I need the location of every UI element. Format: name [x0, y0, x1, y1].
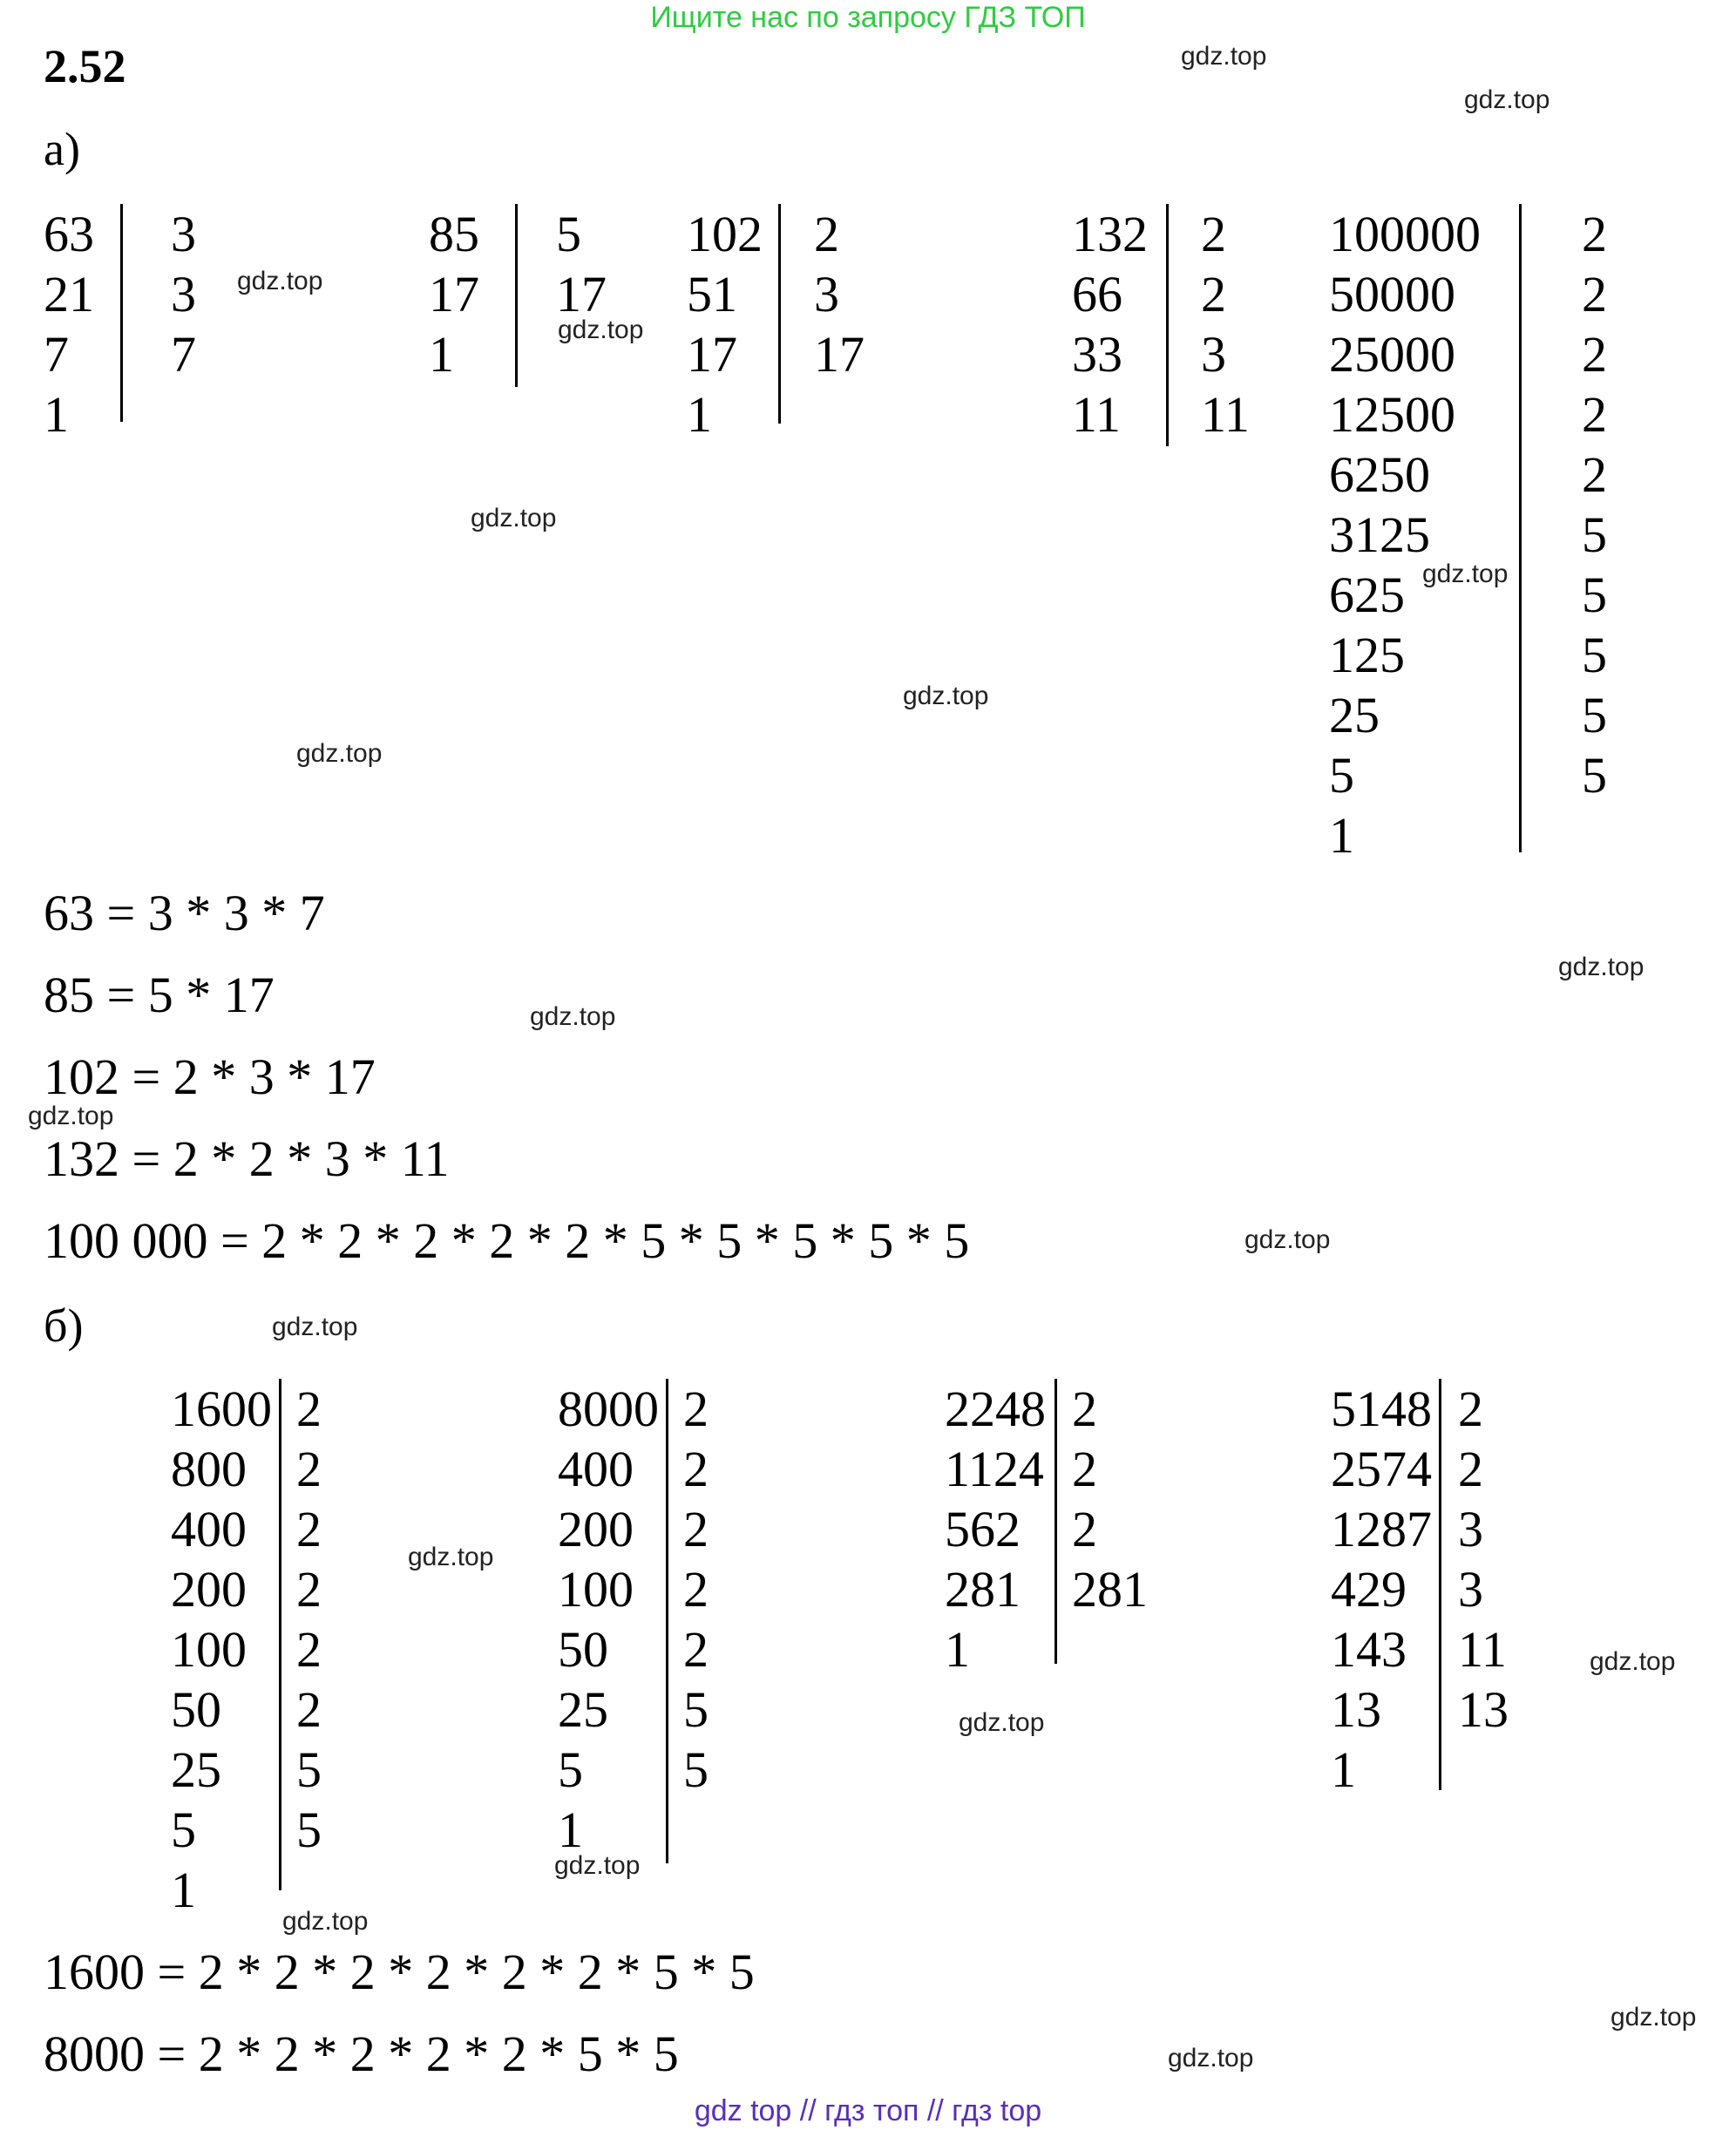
- dividend: 100: [558, 1561, 634, 1618]
- divisor: 17: [556, 266, 607, 322]
- dividend: 200: [558, 1501, 634, 1557]
- equation: 102 = 2 * 3 * 17: [44, 1048, 376, 1105]
- division-bar: [120, 204, 123, 422]
- division-bar: [778, 204, 781, 424]
- dividends-column: [1072, 204, 1148, 444]
- equation: 1600 = 2 * 2 * 2 * 2 * 2 * 2 * 5 * 5: [44, 1944, 755, 2000]
- divisor: 2: [296, 1381, 322, 1437]
- divisor: 2: [1582, 446, 1607, 503]
- divisor: 2: [683, 1621, 709, 1678]
- divisor: 3: [171, 266, 196, 322]
- divisor: 2: [683, 1381, 709, 1437]
- divisor: 2: [1072, 1441, 1097, 1497]
- dividend: 12500: [1329, 386, 1455, 443]
- divisor: 2: [1458, 1441, 1483, 1497]
- dividend: 21: [44, 266, 94, 322]
- dividend: 281: [945, 1561, 1021, 1618]
- watermark: gdz.top: [1558, 953, 1644, 981]
- dividend: 125: [1329, 627, 1405, 683]
- dividend: 51: [687, 266, 737, 322]
- divisor: 5: [683, 1741, 709, 1798]
- dividend: 3125: [1329, 506, 1430, 563]
- watermark: gdz.top: [1168, 2044, 1254, 2073]
- dividend: 85: [429, 206, 479, 262]
- division-bar: [1166, 204, 1169, 446]
- divisor: 7: [171, 326, 196, 383]
- dividend: 100: [171, 1621, 247, 1678]
- dividends-column: [171, 1379, 272, 1920]
- dividend: 1600: [171, 1381, 272, 1437]
- divisor: 5: [1582, 687, 1607, 743]
- watermark: gdz.top: [530, 1002, 616, 1031]
- divisor: 5: [1582, 506, 1607, 563]
- dividend: 25000: [1329, 326, 1455, 383]
- division-bar: [666, 1379, 668, 1863]
- division-bar: [1519, 204, 1522, 852]
- dividend: 25: [171, 1741, 221, 1798]
- watermark: gdz.top: [408, 1543, 494, 1571]
- part-b-label: б): [44, 1299, 84, 1352]
- dividend: 1287: [1331, 1501, 1432, 1557]
- watermark: gdz.top: [1464, 85, 1550, 114]
- divisor: 2: [1201, 206, 1226, 262]
- dividend: 8000: [558, 1381, 659, 1437]
- equation: 63 = 3 * 3 * 7: [44, 885, 325, 941]
- divisor: 3: [1201, 326, 1226, 383]
- divisor: 13: [1458, 1681, 1509, 1738]
- divisor: 2: [296, 1561, 322, 1618]
- divisor: 2: [814, 206, 839, 262]
- dividend: 6250: [1329, 446, 1430, 503]
- equation: 132 = 2 * 2 * 3 * 11: [44, 1130, 450, 1187]
- dividend: 2574: [1331, 1441, 1432, 1497]
- watermark: gdz.top: [1422, 560, 1509, 588]
- dividend: 1: [1331, 1741, 1356, 1798]
- watermark: gdz.top: [471, 504, 557, 533]
- dividend: 1: [945, 1621, 970, 1678]
- divisor: 2: [1201, 266, 1226, 322]
- divisor: 2: [1582, 266, 1607, 322]
- divisor: 11: [1458, 1621, 1507, 1678]
- dividend: 5: [1329, 747, 1354, 804]
- divisor: 2: [1582, 326, 1607, 383]
- divisor: 5: [296, 1801, 322, 1858]
- dividend: 800: [171, 1441, 247, 1497]
- divisor: 3: [1458, 1561, 1483, 1618]
- divisor: 5: [556, 206, 581, 262]
- divisor: 3: [171, 206, 196, 262]
- dividend: 50: [171, 1681, 221, 1738]
- dividend: 1: [1329, 807, 1354, 864]
- dividend: 143: [1331, 1621, 1407, 1678]
- divisor: 17: [814, 326, 865, 383]
- divisor: 2: [683, 1441, 709, 1497]
- divisors-column: [296, 1379, 322, 1860]
- divisor: 11: [1201, 386, 1250, 443]
- dividend: 17: [687, 326, 737, 383]
- watermark: gdz.top: [903, 682, 989, 710]
- divisors-column: [683, 1379, 709, 1800]
- divisor: 5: [1582, 566, 1607, 623]
- dividends-column: [1331, 1379, 1432, 1800]
- watermark: gdz.top: [237, 267, 323, 295]
- watermark: gdz.top: [28, 1102, 114, 1130]
- dividends-column: [429, 204, 479, 384]
- divisor: 2: [296, 1681, 322, 1738]
- dividend: 25: [1329, 687, 1380, 743]
- equation: 100 000 = 2 * 2 * 2 * 2 * 2 * 5 * 5 * 5 * 5 * 5: [44, 1212, 970, 1269]
- dividend: 102: [687, 206, 763, 262]
- dividend: 50000: [1329, 266, 1455, 322]
- watermark: gdz.top: [959, 1708, 1045, 1737]
- divisor: 2: [1458, 1381, 1483, 1437]
- dividend: 1: [687, 386, 712, 443]
- divisor: 5: [1582, 627, 1607, 683]
- divisor: 2: [1582, 206, 1607, 262]
- divisors-column: [1582, 204, 1607, 805]
- part-a-label: а): [44, 123, 80, 175]
- watermark: gdz.top: [282, 1907, 369, 1936]
- dividend: 1: [171, 1862, 196, 1918]
- divisor: 2: [296, 1621, 322, 1678]
- dividend: 25: [558, 1681, 608, 1738]
- dividend: 1: [44, 386, 69, 443]
- dividend: 17: [429, 266, 479, 322]
- divisor: 5: [683, 1681, 709, 1738]
- divisor: 3: [814, 266, 839, 322]
- divisor: 2: [1072, 1501, 1097, 1557]
- dividend: 33: [1072, 326, 1122, 383]
- dividend: 200: [171, 1561, 247, 1618]
- divisor: 2: [683, 1501, 709, 1557]
- equation: 85 = 5 * 17: [44, 967, 275, 1023]
- divisors-column: [1458, 1379, 1509, 1740]
- dividend: 1: [429, 326, 454, 383]
- dividend: 400: [558, 1441, 634, 1497]
- dividend: 400: [171, 1501, 247, 1557]
- dividend: 66: [1072, 266, 1122, 322]
- watermark: gdz.top: [272, 1313, 358, 1341]
- dividend: 7: [44, 326, 69, 383]
- divisor: 281: [1072, 1561, 1148, 1618]
- divisor: 2: [683, 1561, 709, 1618]
- divisor: 5: [296, 1741, 322, 1798]
- divisors-column: [556, 204, 607, 324]
- divisor: 3: [1458, 1501, 1483, 1557]
- equation: 8000 = 2 * 2 * 2 * 2 * 2 * 5 * 5: [44, 2025, 679, 2082]
- divisor: 5: [1582, 747, 1607, 804]
- dividend: 13: [1331, 1681, 1381, 1738]
- dividend: 100000: [1329, 206, 1481, 262]
- dividend: 5148: [1331, 1381, 1432, 1437]
- banner: Ищите нас по запросу ГДЗ ТОП: [650, 1, 1086, 34]
- watermark: gdz.top: [296, 739, 383, 768]
- divisor: 2: [1072, 1381, 1097, 1437]
- dividend: 562: [945, 1501, 1021, 1557]
- divisor: 2: [296, 1501, 322, 1557]
- division-bar: [279, 1379, 281, 1890]
- division-bar: [515, 204, 518, 387]
- watermark: gdz.top: [1244, 1225, 1331, 1254]
- dividends-column: [1329, 204, 1481, 865]
- dividends-column: [945, 1379, 1046, 1679]
- divisors-column: [814, 204, 865, 384]
- watermark: gdz.top: [1181, 42, 1267, 71]
- dividends-column: [687, 204, 763, 444]
- dividends-column: [44, 204, 94, 444]
- dividend: 5: [558, 1741, 583, 1798]
- dividend: 132: [1072, 206, 1148, 262]
- problem-number: 2.52: [44, 40, 126, 92]
- divisor: 2: [296, 1441, 322, 1497]
- dividend: 63: [44, 206, 94, 262]
- divisors-column: [1072, 1379, 1148, 1619]
- dividend: 5: [171, 1801, 196, 1858]
- dividend: 2248: [945, 1381, 1046, 1437]
- dividend: 11: [1072, 386, 1121, 443]
- dividend: 625: [1329, 566, 1405, 623]
- divisor: 2: [1582, 386, 1607, 443]
- division-bar: [1439, 1379, 1441, 1790]
- watermark: gdz.top: [554, 1851, 641, 1880]
- divisors-column: [1201, 204, 1250, 444]
- dividends-column: [558, 1379, 659, 1860]
- watermark: gdz.top: [1590, 1647, 1676, 1676]
- dividend: 50: [558, 1621, 608, 1678]
- watermark: gdz.top: [1611, 2003, 1697, 2032]
- footer: gdz top // гдз топ // гдз top: [694, 2094, 1042, 2127]
- divisors-column: [171, 204, 196, 384]
- division-bar: [1054, 1379, 1057, 1664]
- dividend: 1: [558, 1801, 583, 1858]
- watermark: gdz.top: [558, 315, 644, 344]
- dividend: 1124: [945, 1441, 1044, 1497]
- dividend: 429: [1331, 1561, 1407, 1618]
